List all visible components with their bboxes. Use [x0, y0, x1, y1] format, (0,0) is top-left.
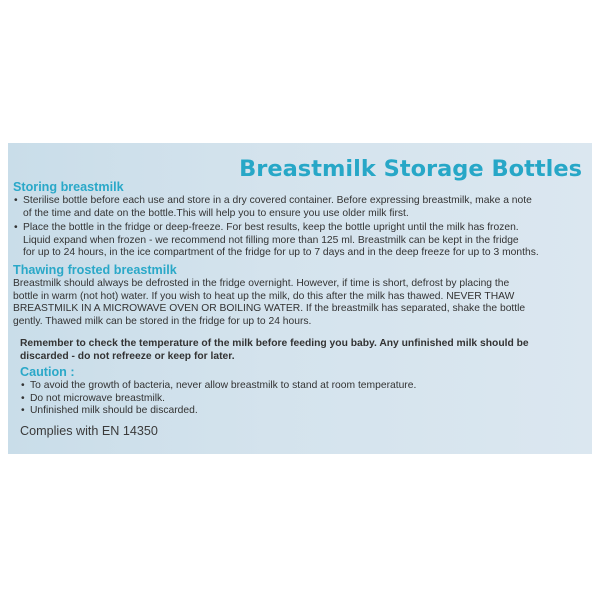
- caution-item-1-text: To avoid the growth of bacteria, never allow breastmilk to stand at room temperature.: [30, 380, 417, 391]
- storing-item-1-line-2: of the time and date on the bottle.This will help you to ensure you use older milk first.: [23, 207, 409, 219]
- thawing-line-4: gently. Thawed milk can be stored in the fridge for up to 24 hours.: [13, 315, 312, 327]
- thawing-line-1: Breastmilk should always be defrosted in the fridge overnight. However, if time is short, defrost by placing the: [13, 278, 510, 289]
- reminder-line-2: discarded - do not refreeze or keep for later.: [20, 350, 235, 362]
- storing-item-2-line-2: Liquid expand when frozen - we recommend not filling more than 125 ml. Breastmilk can be kept in the fridge: [23, 234, 519, 246]
- bullet-icon: •: [21, 392, 25, 404]
- thawing-line-3: BREASTMILK IN A MICROWAVE OVEN OR BOILING WATER. If the breastmilk has separated, shake the bottle: [13, 303, 526, 314]
- label-title: Breastmilk Storage Bottles: [239, 156, 582, 182]
- bullet-icon: •: [14, 195, 18, 206]
- thawing-line-2: bottle in warm (not hot) water. If you wish to heat up the milk, do this after the milk has thawed. NEVER THAW: [13, 290, 515, 302]
- storing-item-2: [13, 222, 539, 260]
- thawing-paragraph: [13, 278, 525, 328]
- storing-item-2-line-3: for up to 24 hours, in the ice compartment of the fridge for up to 7 days and in the deep freeze for up to 3 months.: [23, 247, 539, 258]
- caution-heading: Caution :: [20, 365, 75, 379]
- storing-item-1-line-1: Sterilise bottle before each use and store in a dry covered container. Before expressing breastmilk, make a note: [23, 195, 532, 206]
- caution-item-2: [20, 393, 416, 406]
- reminder-paragraph: [20, 338, 529, 363]
- storing-list: [13, 195, 539, 260]
- bullet-icon: •: [14, 222, 18, 233]
- caution-item-2-text: Do not microwave breastmilk.: [30, 392, 166, 404]
- caution-item-1: [20, 380, 416, 393]
- caution-item-3-text: Unfinished milk should be discarded.: [30, 405, 198, 416]
- compliance-text: Complies with EN 14350: [20, 424, 158, 438]
- storing-heading: Storing breastmilk: [13, 180, 124, 194]
- bullet-icon: •: [21, 405, 25, 416]
- bullet-icon: •: [21, 380, 25, 391]
- reminder-line-1: Remember to check the temperature of the milk before feeding you baby. Any unfinished milk should be: [20, 338, 529, 349]
- caution-item-3: [20, 405, 416, 418]
- thawing-heading: Thawing frosted breastmilk: [13, 263, 177, 277]
- storage-label-card: [8, 143, 592, 454]
- caution-list: [20, 380, 416, 418]
- storing-item-2-line-1: Place the bottle in the fridge or deep-freeze. For best results, keep the bottle upright until the milk has frozen.: [23, 222, 519, 233]
- storing-item-1: [13, 195, 539, 220]
